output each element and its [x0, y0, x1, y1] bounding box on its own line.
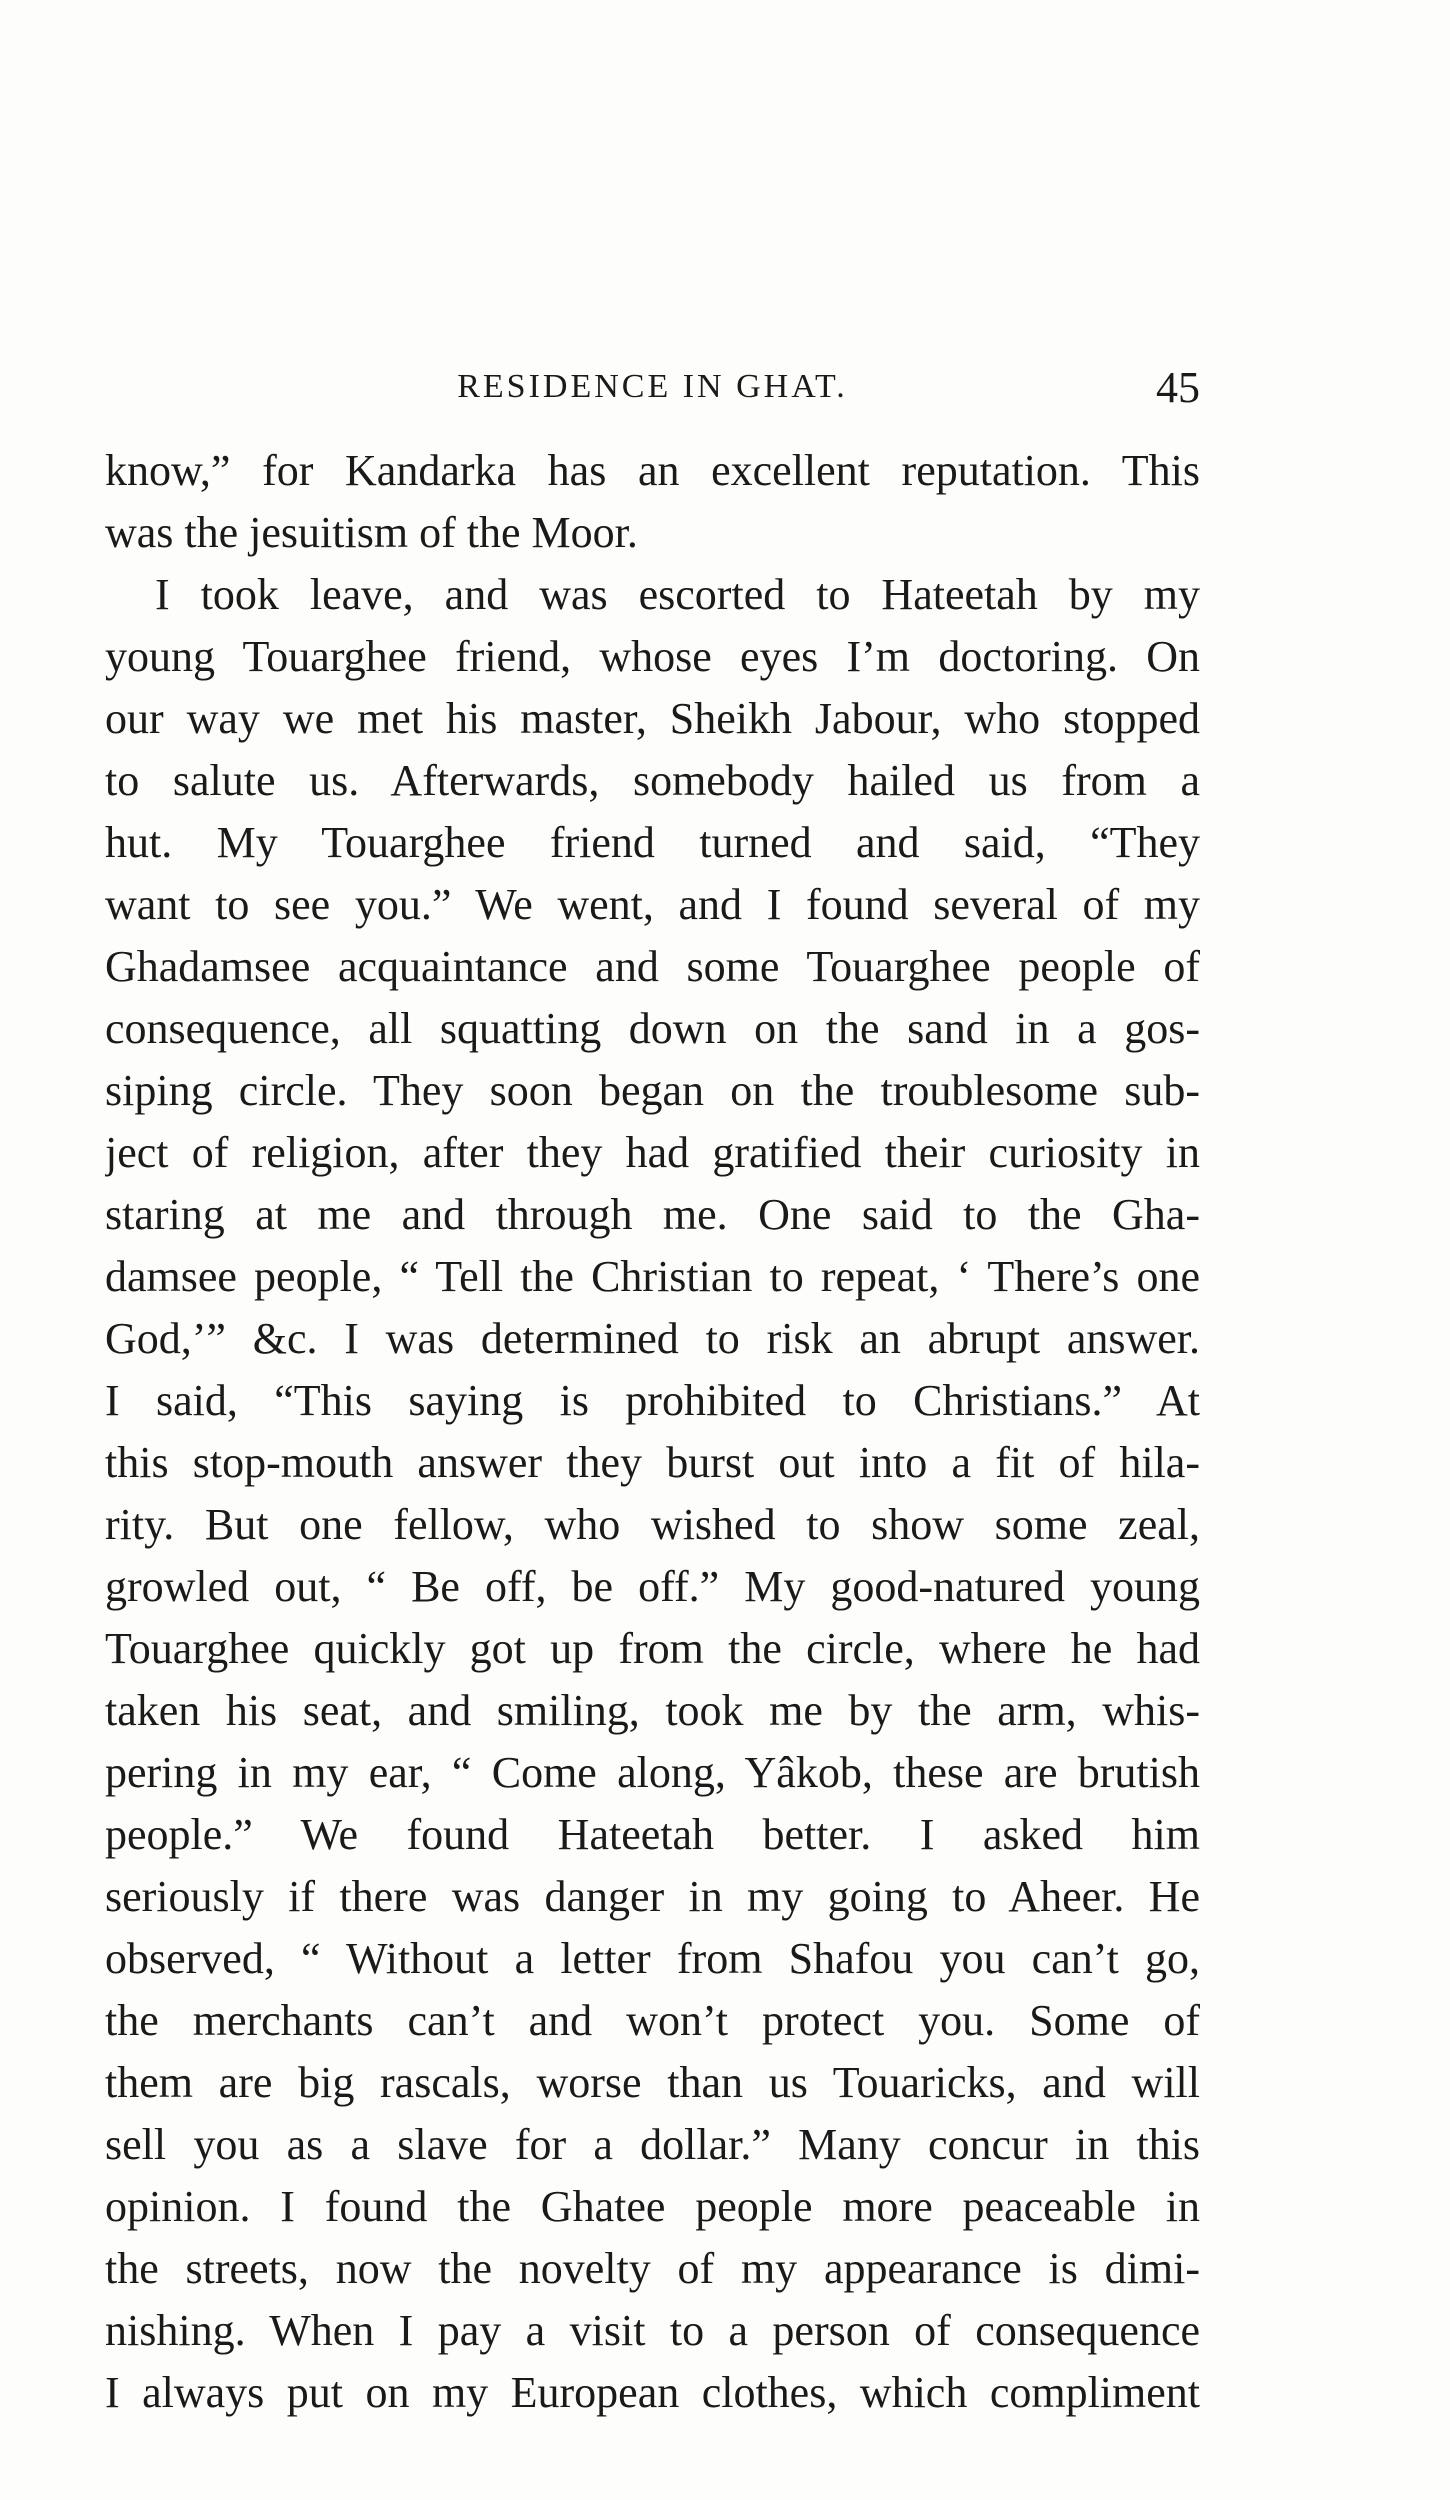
text-line: I said, “This saying is prohibited to Christians.” At	[105, 1376, 1200, 1425]
text-line: nishing. When I pay a visit to a person of consequence	[105, 2306, 1200, 2355]
text-line: Touarghee quickly got up from the circle, where he had	[105, 1624, 1200, 1673]
text-line: consequence, all squatting down on the sand in a gos-	[105, 1004, 1200, 1053]
text-line: the streets, now the novelty of my appearance is dimi-	[105, 2244, 1200, 2293]
text-line: damsee people, “ Tell the Christian to repeat, ‘ There’s one	[105, 1252, 1200, 1301]
text-line: sell you as a slave for a dollar.” Many concur in this	[105, 2120, 1200, 2169]
text-line: God,’” &c. I was determined to risk an abrupt answer.	[105, 1314, 1200, 1363]
text-line: pering in my ear, “ Come along, Yâkob, these are brutish	[105, 1748, 1200, 1797]
text-line: I always put on my European clothes, which compliment	[105, 2368, 1200, 2417]
text-line: to salute us. Afterwards, somebody hailed us from a	[105, 756, 1200, 805]
running-title: RESIDENCE IN GHAT.	[457, 368, 848, 405]
text-line: hut. My Touarghee friend turned and said, “They	[105, 818, 1200, 867]
text-line: them are big rascals, worse than us Touaricks, and will	[105, 2058, 1200, 2107]
text-line: ject of religion, after they had gratified their curiosity in	[105, 1128, 1200, 1177]
text-line: know,” for Kandarka has an excellent reputation. This	[105, 446, 1200, 495]
text-line: young Touarghee friend, whose eyes I’m doctoring. On	[105, 632, 1200, 681]
text-line: staring at me and through me. One said to the Gha-	[105, 1190, 1200, 1239]
body-text	[105, 440, 1200, 2424]
text-line: opinion. I found the Ghatee people more peaceable in	[105, 2182, 1200, 2231]
page-number: 45	[1156, 363, 1200, 412]
text-line: want to see you.” We went, and I found several of my	[105, 880, 1200, 929]
text-line: taken his seat, and smiling, took me by the arm, whis-	[105, 1686, 1200, 1735]
text-line: seriously if there was danger in my going to Aheer. He	[105, 1872, 1200, 1921]
text-line: I took leave, and was escorted to Hateetah by my	[155, 570, 1200, 619]
text-line: growled out, “ Be off, be off.” My good-natured young	[105, 1562, 1200, 1611]
text-line: Ghadamsee acquaintance and some Touarghee people of	[105, 942, 1200, 991]
text-line: people.” We found Hateetah better. I asked him	[105, 1810, 1200, 1859]
text-line: siping circle. They soon began on the troublesome sub-	[105, 1066, 1200, 1115]
text-line: this stop-mouth answer they burst out into a fit of hila-	[105, 1438, 1200, 1487]
text-line: rity. But one fellow, who wished to show some zeal,	[105, 1500, 1200, 1549]
text-line: observed, “ Without a letter from Shafou you can’t go,	[105, 1934, 1200, 1983]
text-line: our way we met his master, Sheikh Jabour, who stopped	[105, 694, 1200, 743]
running-head	[105, 362, 1200, 412]
text-line: was the jesuitism of the Moor.	[105, 508, 638, 557]
text-line: the merchants can’t and won’t protect you. Some of	[105, 1996, 1200, 2045]
